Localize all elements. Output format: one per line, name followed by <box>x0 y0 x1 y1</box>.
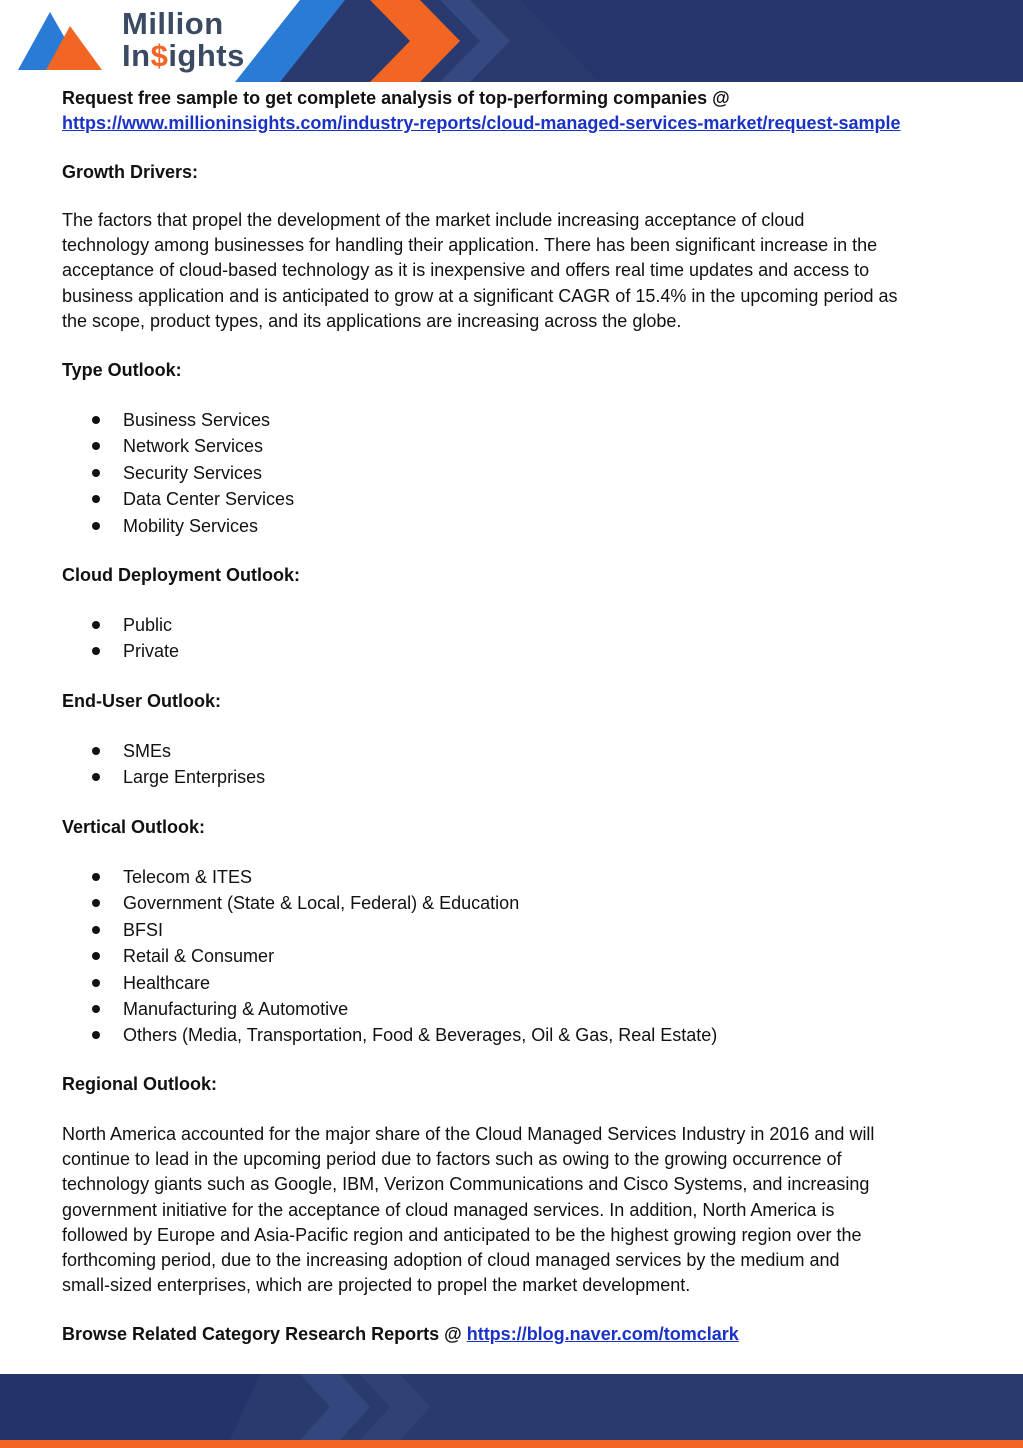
logo-line-2: In$ights <box>122 38 245 73</box>
vertical-outlook-list <box>62 864 717 1049</box>
list-item: Private <box>62 638 179 664</box>
list-item: Business Services <box>62 407 294 433</box>
million-insights-logo <box>10 4 250 78</box>
paragraph-line: North America accounted for the major share of the Cloud Managed Services Industry in 2016 and will <box>62 1124 875 1144</box>
paragraph-line: continue to lead in the upcoming period due to factors such as owing to the growing occurrence of <box>62 1149 842 1170</box>
list-item: BFSI <box>62 917 717 943</box>
type-outlook-heading: Type Outlook: <box>62 360 182 380</box>
list-item: Public <box>62 612 179 638</box>
list-item: Healthcare <box>62 970 717 996</box>
list-item: Mobility Services <box>62 513 294 539</box>
list-item: Manufacturing & Automotive <box>62 996 717 1022</box>
footer-graphic <box>0 1374 1023 1448</box>
list-item: Network Services <box>62 433 294 459</box>
growth-drivers-heading: Growth Drivers: <box>62 162 199 182</box>
paragraph-line: technology among businesses for handling their application. There has been significant increase in the <box>62 235 878 256</box>
deployment-outlook-heading: Cloud Deployment Outlook: <box>62 565 300 585</box>
enduser-outlook-list <box>62 738 265 791</box>
request-sample-text: Request free sample to get complete analysis of top-performing companies @ <box>62 88 730 108</box>
paragraph-line: business application and is anticipated to grow at a significant CAGR of 15.4% in the upcoming period as <box>62 285 898 306</box>
list-item: Security Services <box>62 460 294 486</box>
list-item: Government (State & Local, Federal) & Education <box>62 890 717 916</box>
logo-mark-icon <box>10 4 110 78</box>
vertical-outlook-heading: Vertical Outlook: <box>62 817 206 837</box>
logo-line-1: Million <box>122 6 224 41</box>
list-item: Data Center Services <box>62 486 294 512</box>
enduser-outlook-heading: End-User Outlook: <box>62 691 222 711</box>
related-reports-text: Browse Related Category Research Reports @ <box>62 1324 462 1344</box>
type-outlook-list <box>62 407 294 539</box>
paragraph-line: government initiative for the acceptance of cloud managed services. In addition, North America is <box>62 1199 835 1220</box>
list-item: Retail & Consumer <box>62 943 717 969</box>
paragraph-line: The factors that propel the development of the market include increasing acceptance of cloud <box>62 210 805 230</box>
logo-wordmark <box>122 8 245 72</box>
related-reports-link[interactable]: https://blog.naver.com/tomclark <box>466 1324 739 1344</box>
regional-outlook-heading: Regional Outlook: <box>62 1074 217 1094</box>
list-item: Others (Media, Transportation, Food & Beverages, Oil & Gas, Real Estate) <box>62 1022 717 1048</box>
list-item: Telecom & ITES <box>62 864 717 890</box>
paragraph-line: the scope, product types, and its applications are increasing across the globe. <box>62 310 682 331</box>
paragraph-line: technology giants such as Google, IBM, Verizon Communications and Cisco Systems, and increasing <box>62 1174 870 1195</box>
regional-outlook-paragraph <box>62 1122 962 1298</box>
paragraph-line: followed by Europe and Asia-Pacific region and anticipated to be the highest growing region over the <box>62 1224 862 1245</box>
paragraph-line: forthcoming period, due to the increasing adoption of cloud managed services by the medium and <box>62 1250 840 1271</box>
list-item: SMEs <box>62 738 265 764</box>
list-item: Large Enterprises <box>62 764 265 790</box>
deployment-outlook-list <box>62 612 179 665</box>
growth-drivers-paragraph <box>62 208 962 334</box>
paragraph-line: acceptance of cloud-based technology as it is inexpensive and offers real time updates and access to <box>62 260 870 281</box>
related-reports-line <box>62 1322 739 1347</box>
request-sample-link[interactable]: https://www.millioninsights.com/industry-reports/cloud-managed-services-market/request-sample <box>62 113 901 133</box>
request-sample-line <box>62 111 901 136</box>
header-banner <box>0 0 1023 82</box>
paragraph-line: small-sized enterprises, which are projected to propel the market development. <box>62 1275 691 1296</box>
footer-banner <box>0 1374 1023 1448</box>
